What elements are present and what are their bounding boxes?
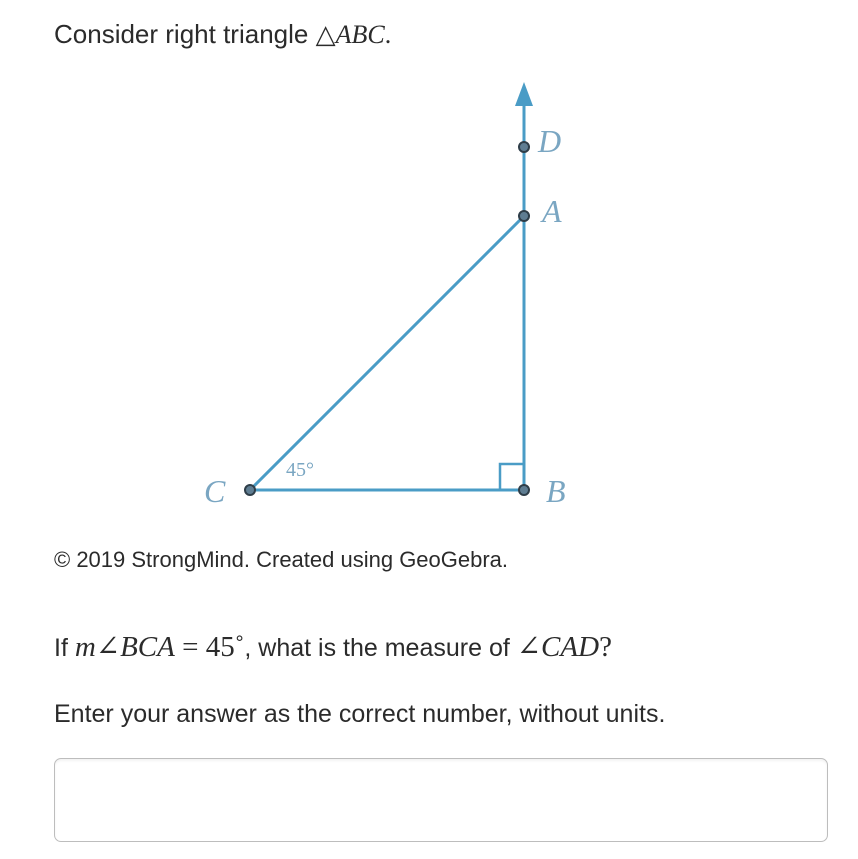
ray-arrowhead-icon <box>515 82 533 106</box>
intro-period: . <box>384 20 392 49</box>
triangle-diagram <box>190 70 610 510</box>
point-c <box>245 485 255 495</box>
question-prefix: If <box>54 634 75 662</box>
triangle-name: ABC <box>335 20 385 49</box>
question-middle: , what is the measure of <box>244 634 517 662</box>
target-angle: ∠CAD <box>516 631 600 663</box>
label-d: D <box>538 123 562 159</box>
label-c: C <box>204 473 226 509</box>
point-b <box>519 485 529 495</box>
copyright-notice: © 2019 StrongMind. Created using GeoGebra. <box>54 547 509 572</box>
segment-ca <box>250 216 524 490</box>
answer-instruction: Enter your answer as the correct number, without units. <box>54 700 666 728</box>
point-d <box>519 142 529 152</box>
triangle-symbol-icon: △ <box>315 19 336 49</box>
point-a <box>519 211 529 221</box>
given-angle-value: 45˚ <box>205 631 245 663</box>
answer-input[interactable] <box>54 758 828 842</box>
label-b: B <box>546 473 566 509</box>
given-angle: m∠BCA <box>74 631 175 663</box>
angle-label: 45° <box>286 459 314 481</box>
equals-sign: = <box>174 631 206 663</box>
intro-text: Consider right triangle <box>54 19 316 49</box>
question-text <box>54 628 612 667</box>
label-a: A <box>542 193 562 229</box>
problem-intro <box>54 16 391 53</box>
question-mark: ? <box>599 631 612 663</box>
